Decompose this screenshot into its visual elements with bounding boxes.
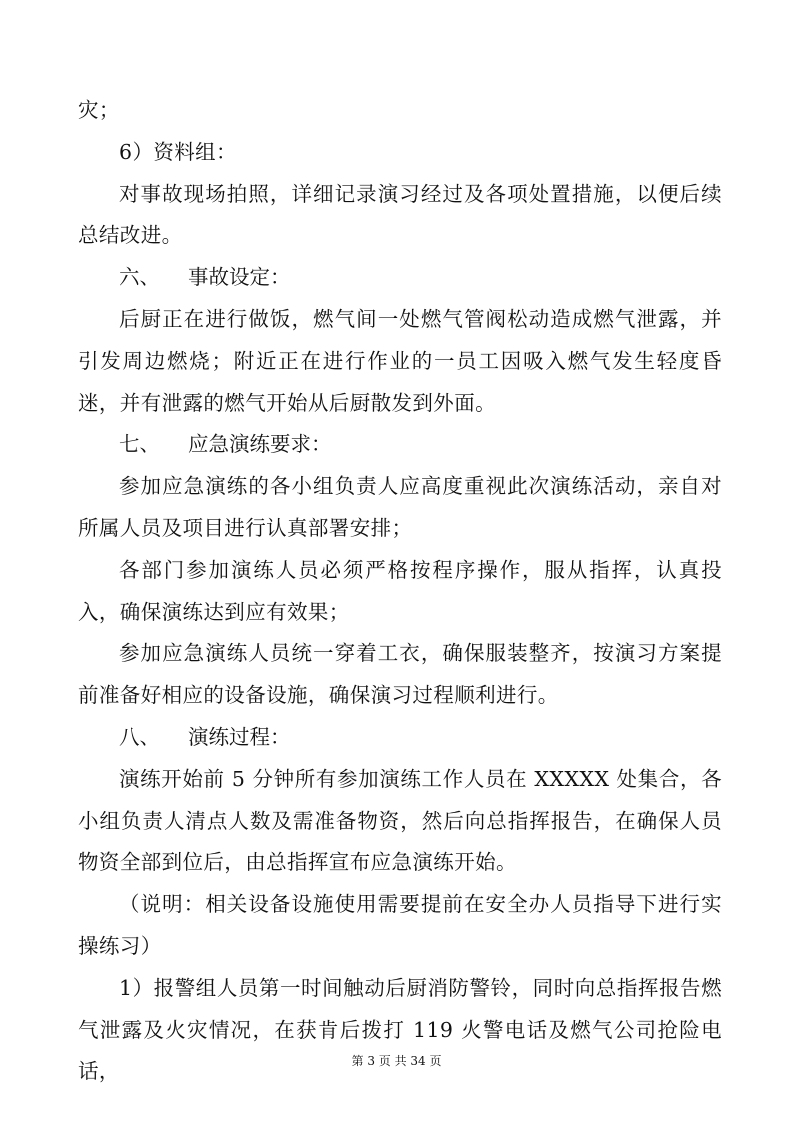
- paragraph-drill-note: （说明：相关设备设施使用需要提前在安全办人员指导下进行实操练习）: [78, 892, 722, 958]
- section-title: 演练过程：: [188, 724, 291, 749]
- paragraph-drill-assembly: 演练开始前 5 分钟所有参加演练工作人员在 XXXXX 处集合，各小组负责人清点人数及需准备物资，然后向总指挥报告，在确保人员物资全部到位后，由总指挥宣布应急演练开始。: [78, 766, 722, 875]
- paragraph-requirement-uniform: 参加应急演练人员统一穿着工衣，确保服装整齐，按演习方案提前准备好相应的设备设施，确保演习过程顺利进行。: [78, 641, 722, 708]
- section-heading-8: [78, 717, 722, 759]
- section-number: 七、: [119, 432, 160, 457]
- paragraph-documentation-group: 6）资料组：: [119, 139, 237, 164]
- paragraph-requirement-leaders: 参加应急演练的各小组负责人应高度重视此次演练活动，亲自对所属人员及项目进行认真部署安排；: [78, 474, 722, 540]
- section-heading-6: [78, 257, 722, 299]
- section-title: 事故设定：: [188, 265, 291, 290]
- paragraph-incident-scenario: 后厨正在进行做饭，燃气间一处燃气管阀松动造成燃气泄露，并引发周边燃烧；附近正在进行作业的一员工因吸入燃气发生轻度昏迷，并有泄露的燃气开始从后厨散发到外面。: [78, 306, 722, 415]
- section-heading-7: [78, 424, 722, 466]
- document-body: [78, 90, 722, 1093]
- page-number-footer: 第 3 页 共 34 页: [351, 1054, 442, 1068]
- section-number: 八、: [119, 724, 160, 749]
- paragraph-fire-continued: 灾；: [78, 98, 120, 122]
- section-title: 应急演练要求：: [188, 432, 332, 457]
- paragraph-alarm-group-step: 1）报警组人员第一时间触动后厨消防警铃，同时向总指挥报告燃气泄露及火灾情况，在获肯后拨打 119 火警电话及燃气公司抢险电话，: [78, 975, 722, 1084]
- section-number: 六、: [119, 265, 160, 290]
- paragraph-requirement-procedure: 各部门参加演练人员必须严格按程序操作，服从指挥，认真投入，确保演练达到应有效果；: [78, 557, 722, 624]
- paragraph-documentation-duties: 对事故现场拍照，详细记录演习经过及各项处置措施，以便后续总结改进。: [78, 181, 722, 248]
